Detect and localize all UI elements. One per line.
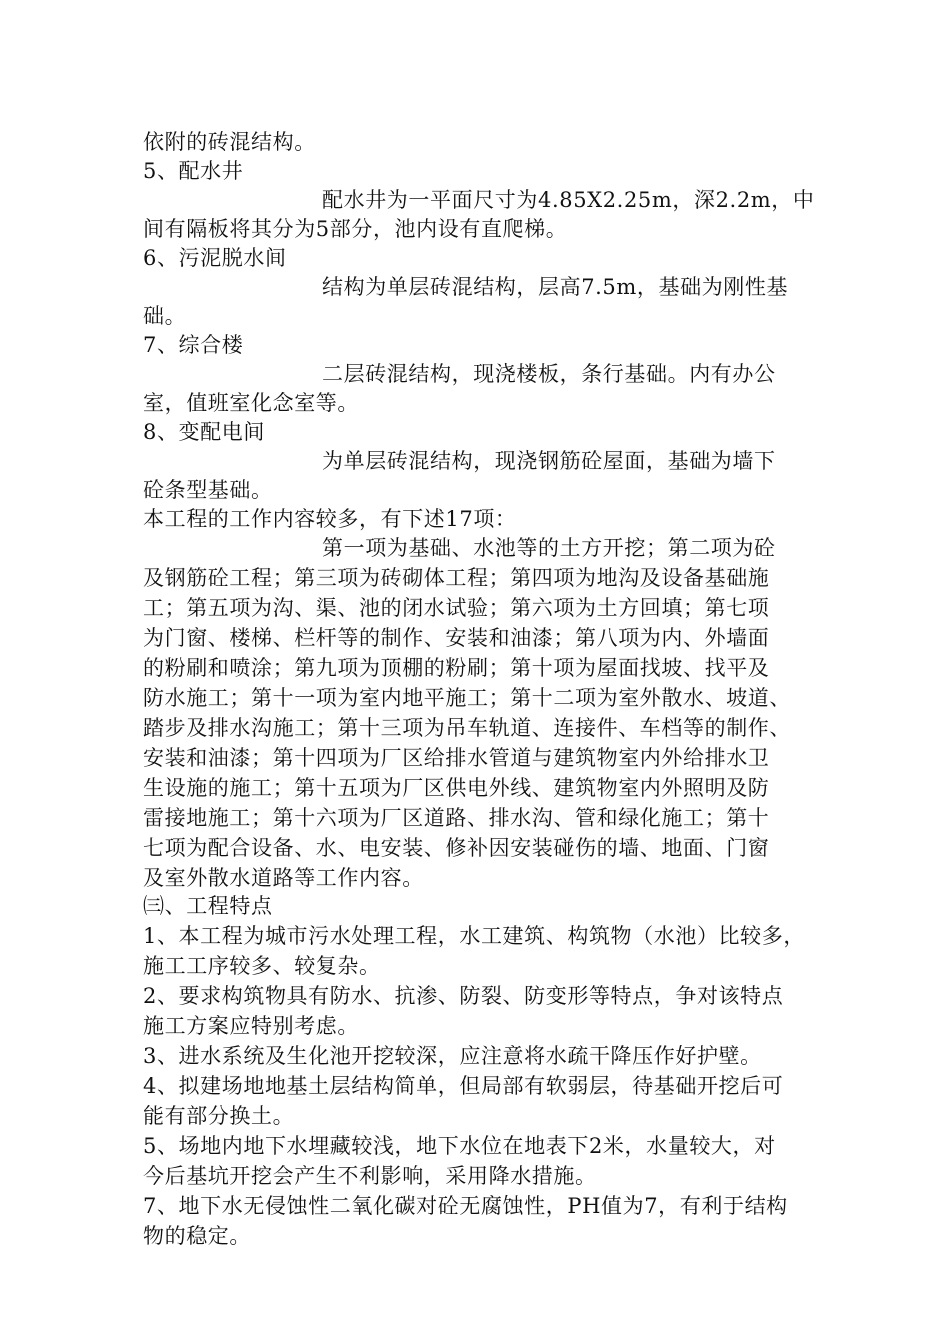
text-line: 施工工序较多、较复杂。 xyxy=(143,954,381,978)
text-line: 1、本工程为城市污水处理工程，水工建筑、构筑物（水池）比较多， xyxy=(143,924,805,948)
text-line: 4、拟建场地地基土层结构简单，但局部有软弱层，待基础开挖后可 xyxy=(143,1074,784,1098)
text-line: 间有隔板将其分为5部分，池内设有直爬梯。 xyxy=(143,217,568,241)
text-line: 踏步及排水沟施工；第十三项为吊车轨道、连接件、车档等的制作、 xyxy=(143,716,791,740)
text-line: 本工程的工作内容较多，有下述17项： xyxy=(143,507,517,531)
text-line: 雷接地施工；第十六项为厂区道路、排水沟、管和绿化施工；第十 xyxy=(143,806,770,830)
section-heading: 8、变配电间 xyxy=(143,420,265,444)
paragraph-line: 为单层砖混结构，现浇钢筋砼屋面，基础为墙下 xyxy=(322,449,776,473)
text-line: 物的稳定。 xyxy=(143,1224,251,1248)
text-line: 7、地下水无侵蚀性二氧化碳对砼无腐蚀性，PH值为7，有利于结构 xyxy=(143,1194,788,1218)
text-line: 及钢筋砼工程；第三项为砖砌体工程；第四项为地沟及设备基础施 xyxy=(143,566,770,590)
section-heading: 5、配水井 xyxy=(143,159,244,183)
text-line: 防水施工；第十一项为室内地平施工；第十二项为室外散水、坡道、 xyxy=(143,686,791,710)
text-line: 依附的砖混结构。 xyxy=(143,130,316,154)
text-line: 及室外散水道路等工作内容。 xyxy=(143,866,424,890)
text-line: 5、场地内地下水埋藏较浅，地下水位在地表下2米，水量较大，对 xyxy=(143,1134,776,1158)
text-line: 2、要求构筑物具有防水、抗渗、防裂、防变形等特点，争对该特点 xyxy=(143,984,784,1008)
section-heading: 6、污泥脱水间 xyxy=(143,246,287,270)
section-heading: ㈢、工程特点 xyxy=(143,894,273,918)
text-line: 安装和油漆；第十四项为厂区给排水管道与建筑物室内外给排水卫 xyxy=(143,746,770,770)
paragraph-line: 配水井为一平面尺寸为4.85X2.25m，深2.2m，中 xyxy=(322,188,815,212)
text-line: 今后基坑开挖会产生不利影响，采用降水措施。 xyxy=(143,1164,597,1188)
text-line: 为门窗、楼梯、栏杆等的制作、安装和油漆；第八项为内、外墙面 xyxy=(143,626,770,650)
text-line: 础。 xyxy=(143,304,187,328)
section-heading: 7、综合楼 xyxy=(143,333,244,357)
text-line: 3、进水系统及生化池开挖较深，应注意将水疏干降压作好护壁。 xyxy=(143,1044,762,1068)
text-line: 室，值班室化念室等。 xyxy=(143,391,359,415)
paragraph-line: 第一项为基础、水池等的土方开挖；第二项为砼 xyxy=(322,536,776,560)
text-line: 砼条型基础。 xyxy=(143,478,273,502)
text-line: 工；第五项为沟、渠、池的闭水试验；第六项为土方回填；第七项 xyxy=(143,596,770,620)
text-line: 七项为配合设备、水、电安装、修补因安装碰伤的墙、地面、门窗 xyxy=(143,836,770,860)
text-line: 生设施的施工；第十五项为厂区供电外线、建筑物室内外照明及防 xyxy=(143,776,770,800)
text-line: 施工方案应特别考虑。 xyxy=(143,1014,359,1038)
paragraph-line: 结构为单层砖混结构，层高7.5m，基础为刚性基 xyxy=(322,275,789,299)
paragraph-line: 二层砖混结构，现浇楼板，条行基础。内有办公 xyxy=(322,362,776,386)
text-line: 能有部分换土。 xyxy=(143,1104,295,1128)
text-line: 的粉刷和喷涂；第九项为顶棚的粉刷；第十项为屋面找坡、找平及 xyxy=(143,656,770,680)
